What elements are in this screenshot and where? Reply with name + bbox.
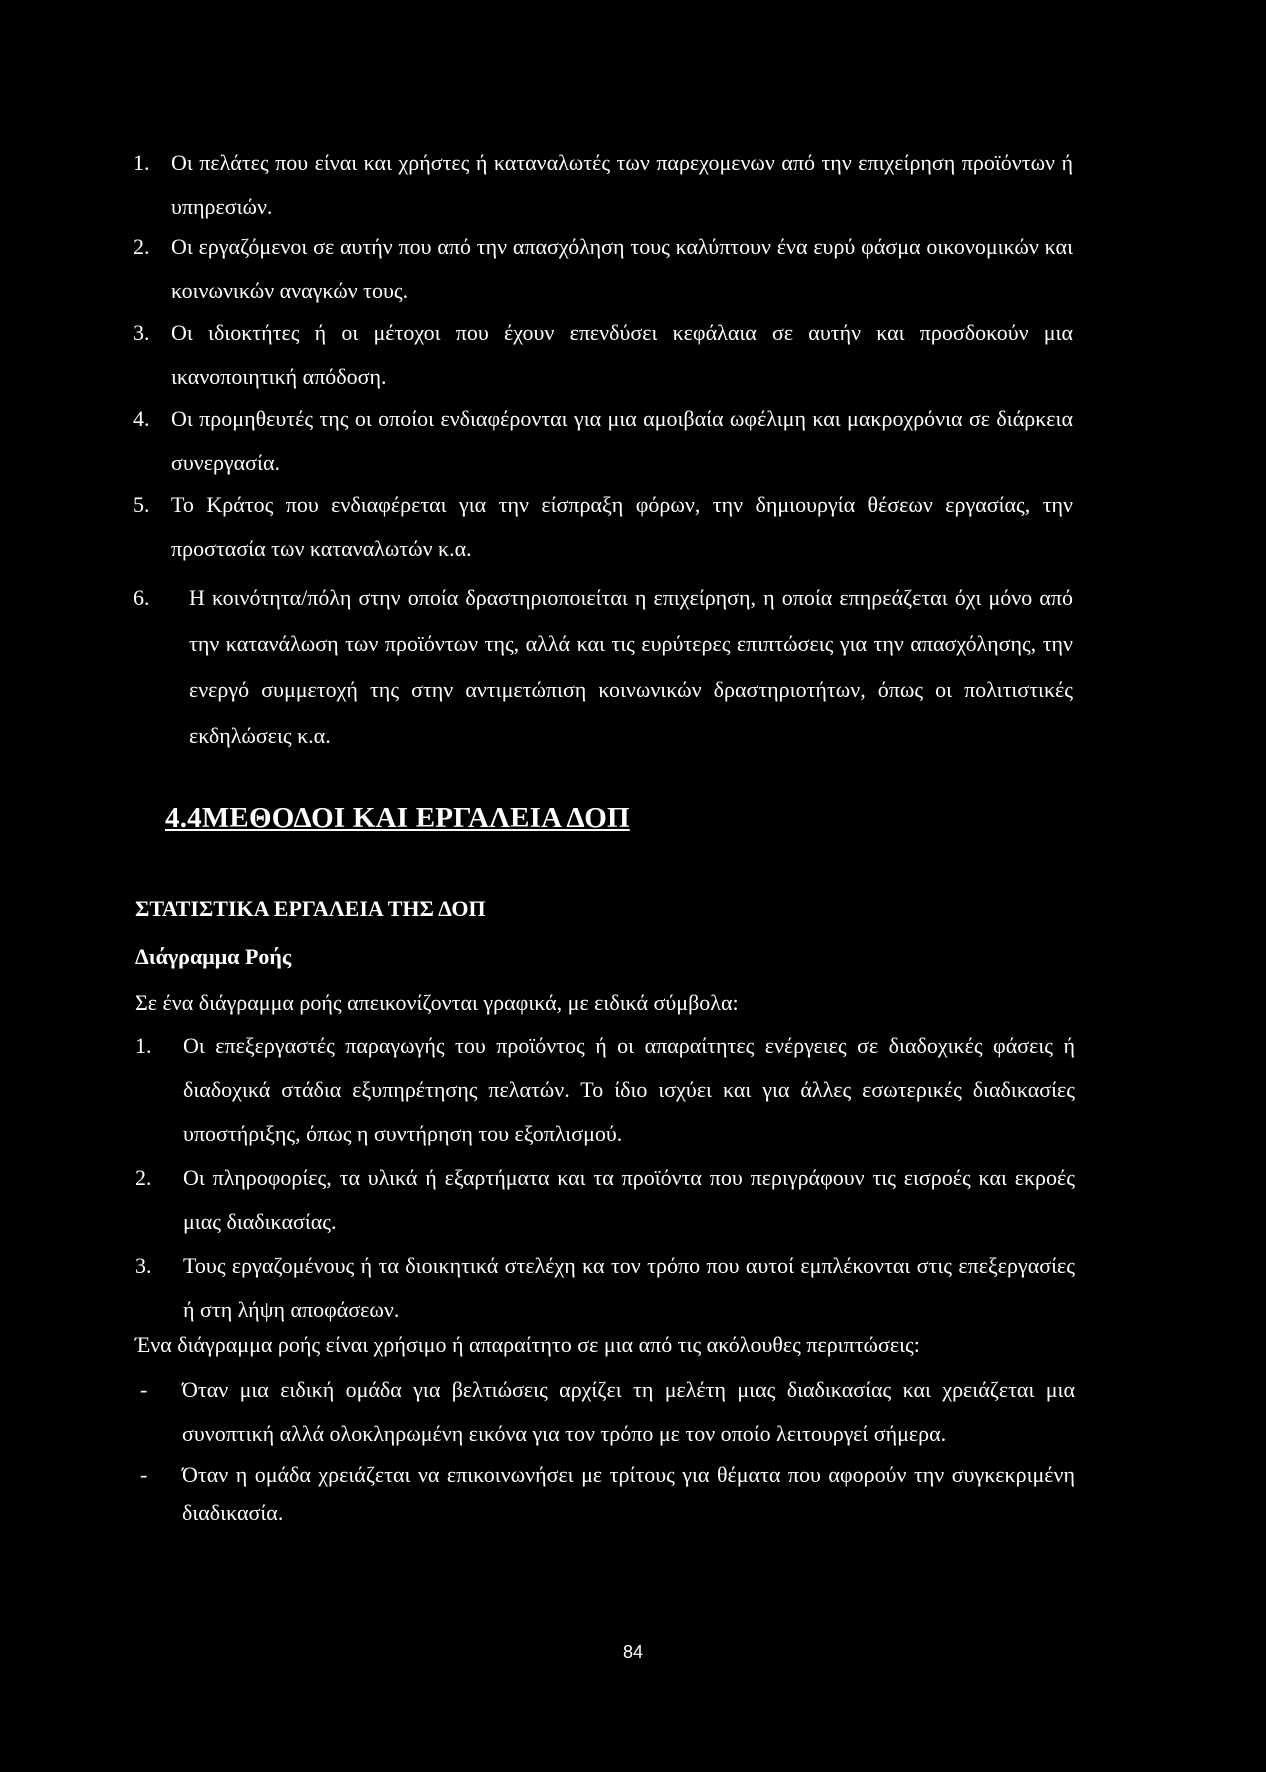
list-item [133,311,1073,399]
list-item-text: Οι επεξεργαστές παραγωγής του προϊόντος ή οι απαραίτητες ενέργειες σε διαδοχικές φάσεις ή διαδοχικά στάδια εξυπηρέτησης πελατών. Το ίδιο ισχύει και για άλλες εσωτερικές διαδικασίες υποστήριξης, όπως η συντήρηση του εξοπλισμού. [183,1033,1075,1146]
bullet-dash: - [140,1462,148,1487]
list-item [135,1024,1075,1156]
usage-bullets [140,1368,1075,1532]
list-item-number: 2. [135,1165,152,1190]
list-item-text: Οι πελάτες που είναι και χρήστες ή καταναλωτές των παρεχομενων από την επιχείρηση προϊόντων ή υπηρεσιών. [171,150,1073,219]
list-item-text: Οι προμηθευτές της οι οποίοι ενδιαφέρονται για μια αμοιβαία ωφέλιμη και μακροχρόνια σε διάρκεια συνεργασία. [171,406,1073,475]
list-item-number: 1. [135,1033,152,1058]
list-item [133,575,1073,759]
list-item-number: 6. [133,585,150,610]
list-item-text: Τους εργαζομένους ή τα διοικητικά στελέχη κα τον τρόπο που αυτοί εμπλέκονται στις επεξεργασίες ή στη λήψη αποφάσεων. [183,1253,1075,1322]
bullet-text: Όταν μια ειδική ομάδα για βελτιώσεις αρχίζει τη μελέτη μιας διαδικασίας και χρειάζεται μια συνοπτική αλλά ολοκληρωμένη εικόνα για τον τρόπο με τον οποίο λειτουργεί σήμερα. [182,1377,1075,1446]
list-item [135,1244,1075,1332]
list-item-number: 3. [135,1253,152,1278]
list-item-text: Οι πληροφορίες, τα υλικά ή εξαρτήματα και τα προϊόντα που περιγράφουν τις εισροές και εκροές μιας διαδικασίας. [183,1165,1075,1234]
subsubsection-heading: Διάγραμμα Ροής [135,944,292,969]
list-item [133,225,1073,313]
usage-paragraph: Ένα διάγραμμα ροής είναι χρήσιμο ή απαραίτητο σε μια από τις ακόλουθες περιπτώσεις: [135,1332,920,1357]
list-item-number: 3. [133,320,150,345]
list-item [133,397,1073,485]
page-number: 84 [622,1642,644,1662]
list-item-text: Οι ιδιοκτήτες ή οι μέτοχοι που έχουν επενδύσει κεφάλαια σε αυτήν και προσδοκούν μια ικανοποιητική απόδοση. [171,320,1073,389]
list-item-text: Οι εργαζόμενοι σε αυτήν που από την απασχόληση τους καλύπτουν ένα ευρύ φάσμα οικονομικών και κοινωνικών αναγκών τους. [171,234,1073,303]
section-heading: 4.4ΜΕΘΟΔΟΙ ΚΑΙ ΕΡΓΑΛΕΙΑ ΔΟΠ [165,802,630,834]
bullet-dash: - [140,1377,148,1402]
list-item-number: 4. [133,406,150,431]
list-item-number: 2. [133,234,150,259]
list-item-number: 5. [133,492,150,517]
list-item [135,1156,1075,1244]
bullet-text: Όταν η ομάδα χρειάζεται να επικοινωνήσει με τρίτους για θέματα που αφορούν την συγκεκριμένη διαδικασία. [182,1462,1075,1525]
bullet-item [140,1456,1075,1532]
bullet-item [140,1368,1075,1456]
stakeholder-list [133,141,1073,759]
list-item [133,141,1073,229]
list-item [133,483,1073,571]
intro-paragraph: Σε ένα διάγραμμα ροής απεικονίζονται γραφικά, με ειδικά σύμβολα: [135,990,739,1015]
subsection-heading: ΣΤΑΤΙΣΤΙΚΑ ΕΡΓΑΛΕΙΑ ΤΗΣ ΔΟΠ [135,896,486,921]
list-item-text: Το Κράτος που ενδιαφέρεται για την είσπραξη φόρων, την δημιουργία θέσεων εργασίας, την προστασία των καταναλωτών κ.α. [171,492,1073,561]
flowchart-list [135,1024,1075,1332]
list-item-number: 1. [133,150,150,175]
list-item-text: Η κοινότητα/πόλη στην οποία δραστηριοποιείται η επιχείρηση, η οποία επηρεάζεται όχι μόνο από την κατανάλωση των προϊόντων της, αλλά και τις ευρύτερες επιπτώσεις για την απασχόλησης, την ενεργό συμμετοχή της στην αντιμετώπιση κοινωνικών δραστηριοτήτων, όπως οι πολιτιστικές εκδηλώσεις κ.α. [189,585,1073,748]
